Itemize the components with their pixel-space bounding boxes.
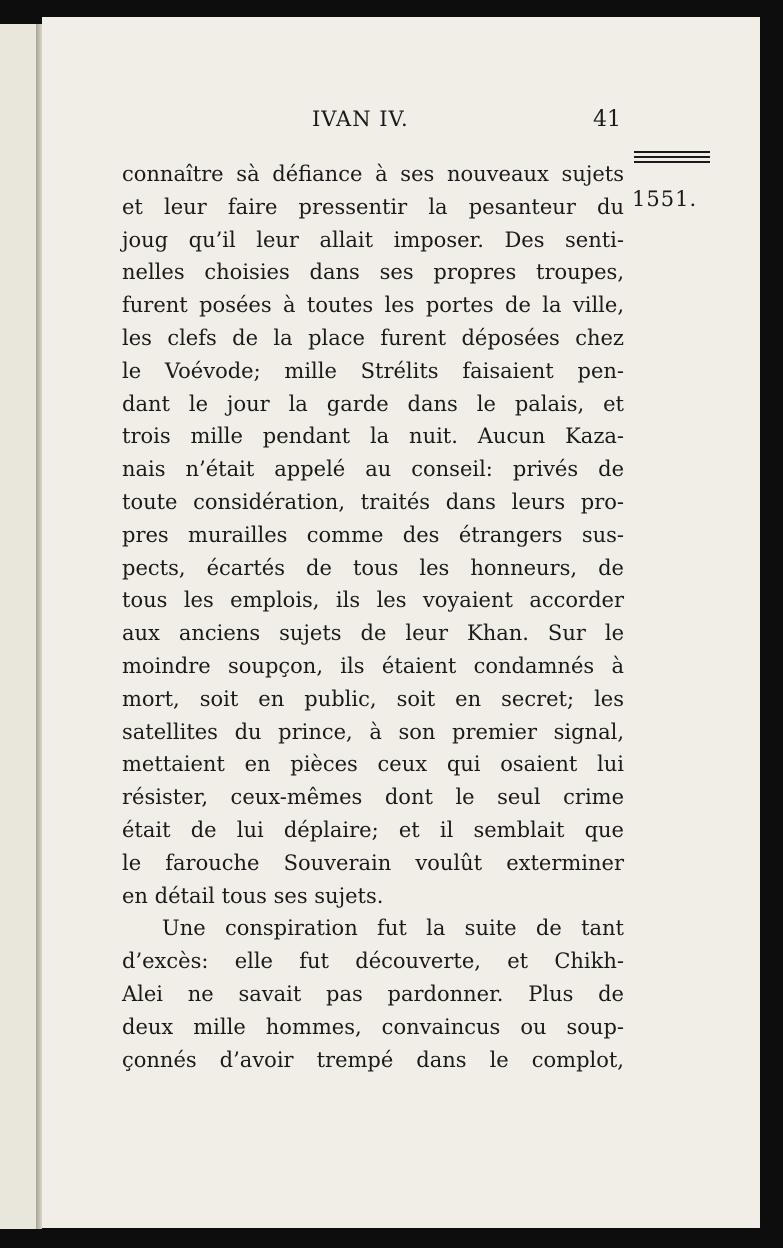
text-line: moindre soupçon, ils étaient condamnés à [122, 653, 624, 678]
text-line: deux mille hommes, convaincus ou soup- [122, 1014, 624, 1039]
text-line: résister, ceux-mêmes dont le seul crime [122, 785, 624, 810]
text-line: toute considération, traités dans leurs pro- [122, 489, 624, 514]
text-line: dant le jour la garde dans le palais, et [122, 391, 624, 416]
margin-rule [634, 151, 710, 153]
margin-rule [634, 156, 710, 158]
book-page [42, 17, 760, 1228]
text-line: d’excès: elle fut découverte, et Chikh- [122, 949, 624, 974]
margin-rule [634, 161, 710, 163]
margin-year: 1551. [632, 187, 698, 211]
text-line: aux anciens sujets de leur Khan. Sur le [122, 621, 624, 646]
text-line: le Voévode; mille Strélits faisaient pen- [122, 358, 624, 383]
text-line: tous les emplois, ils les voyaient accorder [122, 588, 624, 613]
body-text [122, 158, 624, 1076]
text-line: mort, soit en public, soit en secret; les [122, 686, 624, 711]
running-title: IVAN IV. [312, 107, 409, 131]
page-number: 41 [593, 107, 621, 132]
text-line: furent posées à toutes les portes de la ville, [122, 293, 624, 318]
text-line: mettaient en pièces ceux qui osaient lui [122, 752, 624, 777]
text-line: nelles choisies dans ses propres troupes, [122, 260, 624, 285]
text-line: çonnés d’avoir trempé dans le complot, [122, 1047, 624, 1072]
previous-page-edge [0, 24, 37, 1229]
text-line: était de lui déplaire; et il semblait que [122, 817, 624, 842]
text-line: satellites du prince, à son premier signal, [122, 719, 624, 744]
text-line: trois mille pendant la nuit. Aucun Kaza- [122, 424, 624, 449]
text-line: pres murailles comme des étrangers sus- [122, 522, 624, 547]
text-line: Alei ne savait pas pardonner. Plus de [122, 981, 624, 1006]
text-line: les clefs de la place furent déposées chez [122, 325, 624, 350]
paragraph [122, 912, 624, 1076]
text-line: le farouche Souverain voulût exterminer [122, 850, 624, 875]
text-line: et leur faire pressentir la pesanteur du [122, 194, 624, 219]
text-line: pects, écartés de tous les honneurs, de [122, 555, 624, 580]
text-line: Une conspiration fut la suite de tant [162, 916, 624, 941]
running-head [42, 107, 760, 147]
text-line: joug qu’il leur allait imposer. Des senti- [122, 227, 624, 252]
paragraph [122, 158, 624, 912]
text-line: en détail tous ses sujets. [122, 883, 384, 908]
text-line: nais n’était appelé au conseil: privés de [122, 457, 624, 482]
text-line: connaître sà défiance à ses nouveaux sujets [122, 162, 624, 186]
